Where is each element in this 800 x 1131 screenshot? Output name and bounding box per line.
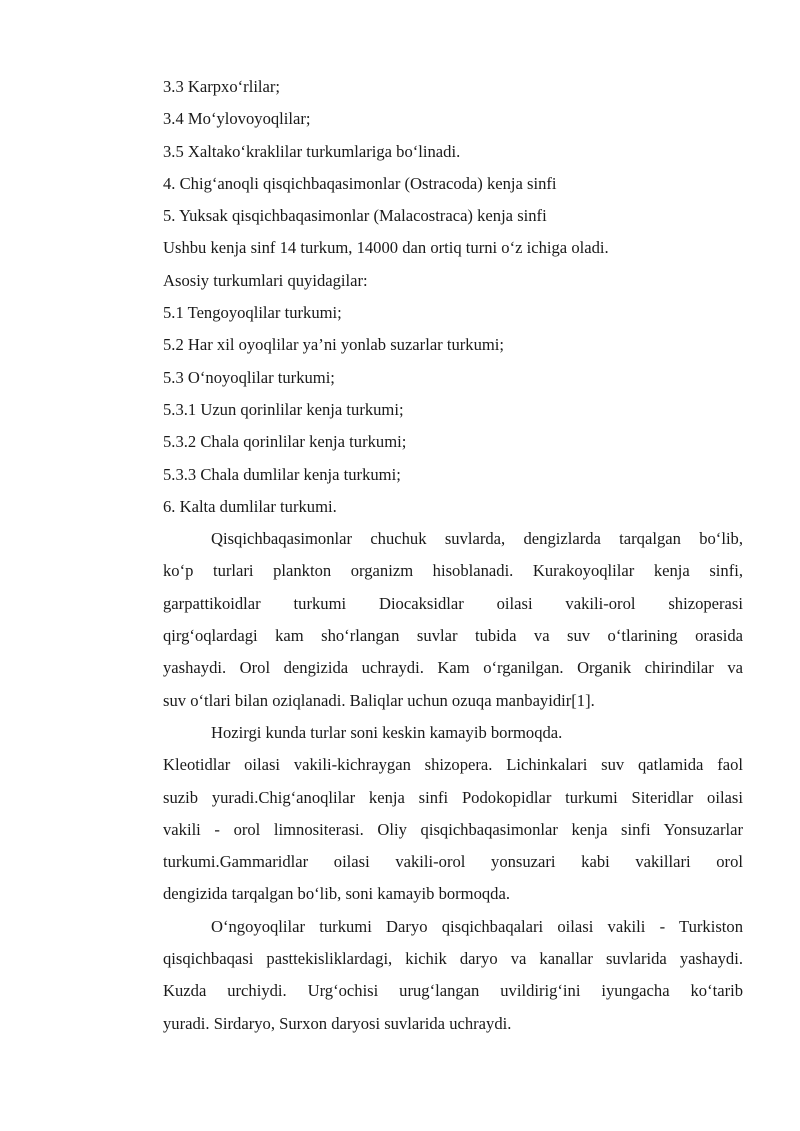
list-item: Asosiy turkumlari quyidagilar:: [163, 270, 368, 290]
list-item: 5.3.3 Chala dumlilar kenja turkumi;: [163, 464, 401, 484]
list-item: 3.4 Mo‘ylovoyoqlilar;: [163, 109, 311, 129]
paragraph-line: turkumi.Gammaridlar oilasi vakili-orol yonsuzari kabi vakillari orol: [163, 852, 743, 872]
paragraph-line: Kleotidlar oilasi vakili-kichraygan shizopera. Lichinkalari suv qatlamida faol: [163, 755, 743, 775]
paragraph-line: qisqichbaqasi pasttekisliklardagi, kichik daryo va kanallar suvlarida yashaydi.: [163, 949, 743, 969]
paragraph-line: ko‘p turlari plankton organizm hisoblanadi. Kurakoyoqlilar kenja sinfi,: [163, 561, 743, 581]
paragraph-line: dengizida tarqalgan bo‘lib, soni kamayib bormoqda.: [163, 884, 510, 904]
list-item: 5.1 Tengoyoqlilar turkumi;: [163, 303, 342, 323]
list-item: Ushbu kenja sinf 14 turkum, 14000 dan ortiq turni o‘z ichiga oladi.: [163, 238, 609, 258]
paragraph-line: suv o‘tlari bilan oziqlanadi. Baliqlar uchun ozuqa manbayidir[1].: [163, 690, 595, 710]
paragraph-line: Qisqichbaqasimonlar chuchuk suvlarda, dengizlarda tarqalgan bo‘lib,: [211, 529, 743, 549]
paragraph-line: Hozirgi kunda turlar soni keskin kamayib bormoqda.: [211, 722, 563, 742]
list-item: 4. Chig‘anoqli qisqichbaqasimonlar (Ostracoda) kenja sinfi: [163, 173, 557, 193]
list-item: 3.3 Karpxo‘rlilar;: [163, 77, 281, 96]
list-item: 5.3 O‘noyoqlilar turkumi;: [163, 367, 335, 387]
list-item: 6. Kalta dumlilar turkumi.: [163, 496, 337, 516]
paragraph-line: vakili - orol limnositerasi. Oliy qisqichbaqasimonlar kenja sinfi Yonsuzarlar: [163, 819, 743, 839]
paragraph-line: suzib yuradi.Chig‘anoqlilar kenja sinfi Podokopidlar turkumi Siteridlar oilasi: [163, 787, 743, 807]
list-item: 5.2 Har xil oyoqlilar ya’ni yonlab suzarlar turkumi;: [163, 335, 505, 355]
paragraph-line: Kuzda urchiydi. Urg‘ochisi urug‘langan uvildirig‘ini iyungacha ko‘tarib: [163, 981, 743, 1001]
list-item: 5. Yuksak qisqichbaqasimonlar (Malacostraca) kenja sinfi: [163, 206, 547, 226]
list-item: 5.3.2 Chala qorinlilar kenja turkumi;: [163, 432, 407, 452]
paragraph-line: yashaydi. Orol dengizida uchraydi. Kam o‘rganilgan. Organik chirindilar va: [163, 658, 743, 678]
paragraph-line: O‘ngoyoqlilar turkumi Daryo qisqichbaqalari oilasi vakili - Turkiston: [211, 916, 743, 936]
paragraph-decline: [163, 717, 743, 911]
document-page: [163, 71, 743, 1040]
paragraph-line: garpattikoidlar turkumi Diocaksidlar oilasi vakili-orol shizoperasi: [163, 593, 743, 613]
paragraph-line: yuradi. Sirdaryo, Surxon daryosi suvlarida uchraydi.: [163, 1013, 512, 1033]
list-item: 5.3.1 Uzun qorinlilar kenja turkumi;: [163, 399, 404, 419]
list-item: 3.5 Xaltako‘kraklilar turkumlariga bo‘linadi.: [163, 141, 461, 161]
paragraph-habitat: [163, 523, 743, 717]
paragraph-crayfish: [163, 911, 743, 1040]
taxonomy-list: [163, 71, 743, 523]
paragraph-line: qirg‘oqlardagi kam sho‘rlangan suvlar tubida va suv o‘tlarining orasida: [163, 626, 743, 646]
